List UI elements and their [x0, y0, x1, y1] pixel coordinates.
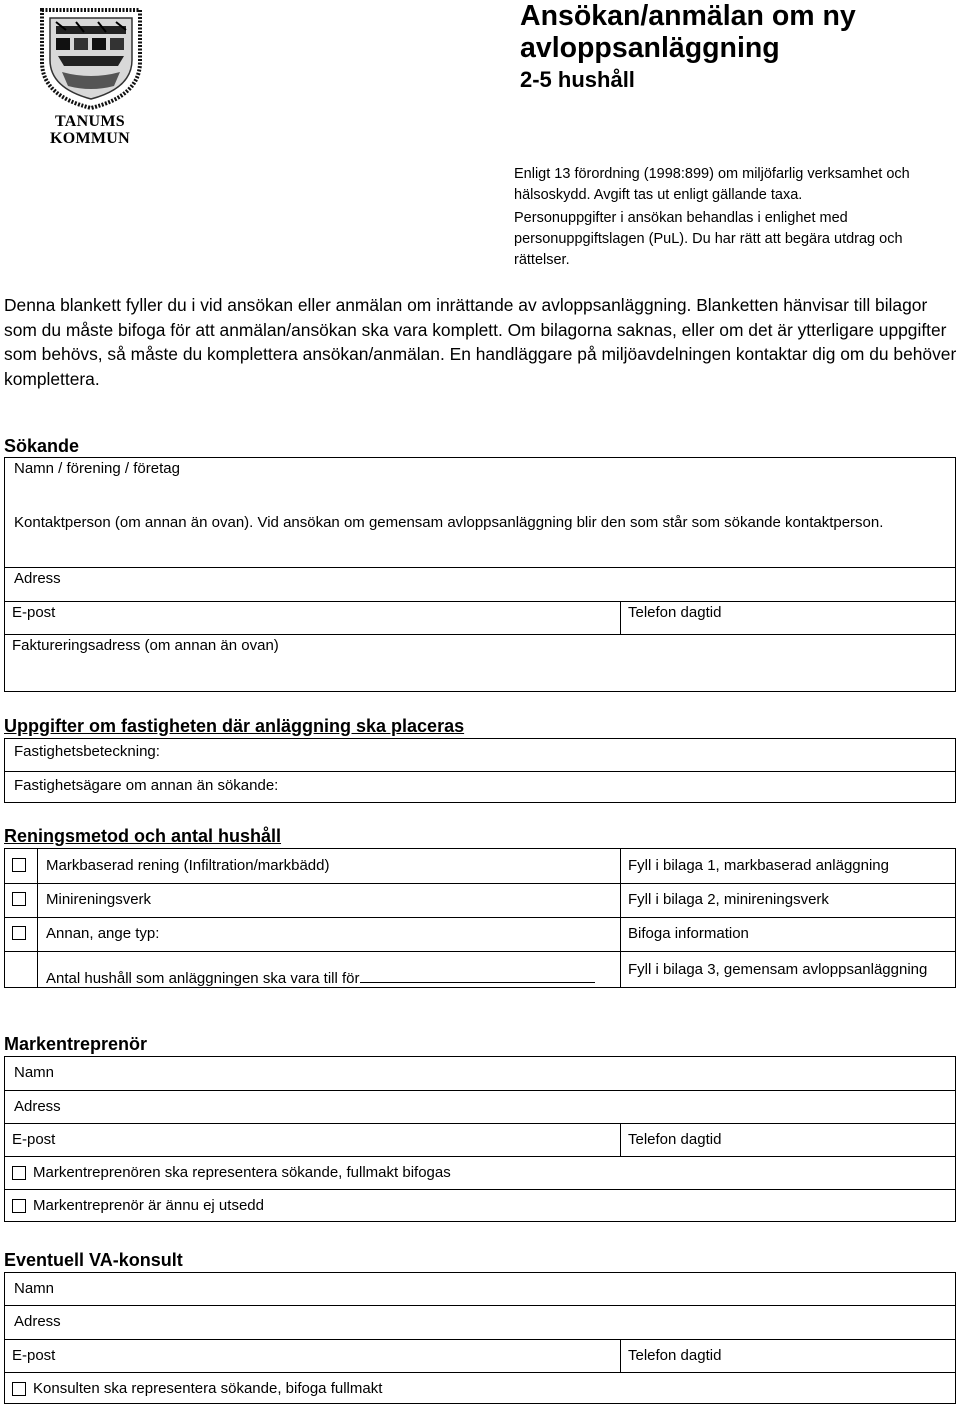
divider — [4, 601, 956, 602]
divider — [620, 601, 621, 634]
billing-address-field[interactable]: Faktureringsadress (om annan än ovan) — [12, 637, 279, 654]
divider — [4, 1189, 956, 1190]
sokande-box — [4, 457, 956, 692]
households-note: Fyll i bilaga 3, gemensam avloppsanläggning — [628, 961, 928, 978]
legal-notice — [514, 164, 954, 273]
contractor-represents-label: Markentreprenören ska representera sökande, fullmakt bifogas — [33, 1164, 451, 1181]
applicant-email-field[interactable]: E-post — [12, 604, 56, 621]
consultant-address-field[interactable]: Adress — [14, 1313, 61, 1330]
contractor-email-field[interactable]: E-post — [12, 1131, 56, 1148]
divider — [4, 771, 956, 772]
method-markbaserad-note: Fyll i bilaga 1, markbaserad anläggning — [628, 857, 889, 874]
section-heading-rening: Reningsmetod och antal hushåll — [4, 826, 282, 846]
section-heading-sokande: Sökande — [4, 436, 80, 456]
applicant-address-field[interactable]: Adress — [14, 570, 61, 587]
legal-notice-fee: Enligt 13 förordning (1998:899) om miljöfarlig verksamhet och hälsoskydd. Avgift tas ut enligt gällande taxa. — [514, 166, 910, 203]
divider — [4, 917, 956, 918]
consultant-represents-label: Konsulten ska representera sökande, bifoga fullmakt — [33, 1380, 383, 1397]
property-designation-field[interactable]: Fastighetsbeteckning: — [14, 743, 160, 760]
method-annan-label[interactable]: Annan, ange typ: — [46, 925, 160, 942]
divider — [4, 1090, 956, 1091]
contractor-phone-field[interactable]: Telefon dagtid — [628, 1131, 722, 1148]
method-annan-note: Bifoga information — [628, 925, 749, 942]
contractor-represents-checkbox[interactable] — [12, 1166, 26, 1180]
method-minireningsverk-label: Minireningsverk — [46, 891, 152, 908]
section-heading-konsult: Eventuell VA-konsult — [4, 1250, 183, 1270]
households-input-line[interactable] — [360, 970, 595, 983]
divider — [4, 567, 956, 568]
divider — [4, 1156, 956, 1157]
contractor-address-field[interactable]: Adress — [14, 1098, 61, 1115]
municipality-name — [30, 113, 150, 147]
divider — [620, 1123, 621, 1156]
municipality-name-line1: TANUMS — [55, 113, 125, 130]
section-heading-entreprenor: Markentreprenör — [4, 1034, 148, 1054]
method-annan-checkbox[interactable] — [12, 926, 26, 940]
divider — [37, 848, 38, 988]
municipality-name-line2: KOMMUN — [49, 130, 130, 147]
contractor-not-appointed-checkbox[interactable] — [12, 1199, 26, 1213]
consultant-name-field[interactable]: Namn — [14, 1280, 55, 1297]
households-field[interactable] — [46, 970, 595, 987]
divider — [4, 1123, 956, 1124]
divider — [4, 883, 956, 884]
applicant-phone-field[interactable]: Telefon dagtid — [628, 604, 722, 621]
consultant-email-field[interactable]: E-post — [12, 1347, 56, 1364]
form-title: Ansökan/anmälan om ny avloppsanläggning — [520, 0, 856, 64]
form-subtitle: 2-5 hushåll — [520, 67, 635, 92]
method-markbaserad-checkbox[interactable] — [12, 858, 26, 872]
property-owner-field[interactable]: Fastighetsägare om annan än sökande: — [14, 777, 279, 794]
method-minireningsverk-checkbox[interactable] — [12, 892, 26, 906]
intro-text: Denna blankett fyller du i vid ansökan eller anmälan om inrättande av avloppsanläggning. Blanketten hänvisar till bilagor som du måste bifoga för att anmälan/ansökan ska vara komplett. Om bilagorna saknas, eller om det är ytterligare uppgifter som behövs, så måste du komplettera ansökan/anmälan. En handläggare på miljöavdelningen kontaktar dig om du behöver komplettera. — [4, 295, 957, 389]
divider — [4, 1305, 956, 1306]
divider — [4, 1339, 956, 1340]
applicant-name-field[interactable]: Namn / förening / företag — [14, 460, 180, 477]
divider — [620, 1339, 621, 1372]
divider — [4, 1372, 956, 1373]
divider — [4, 951, 956, 952]
method-markbaserad-label: Markbaserad rening (Infiltration/markbädd) — [46, 857, 330, 874]
divider — [4, 634, 956, 635]
divider — [620, 848, 621, 988]
contractor-name-field[interactable]: Namn — [14, 1064, 55, 1081]
method-minireningsverk-note: Fyll i bilaga 2, minireningsverk — [628, 891, 829, 908]
consultant-represents-checkbox[interactable] — [12, 1382, 26, 1396]
legal-notice-privacy: Personuppgifter i ansökan behandlas i enlighet med personuppgiftslagen (PuL). Du har rätt att begära utdrag och rättelser. — [514, 210, 903, 268]
section-heading-fastighet: Uppgifter om fastigheten där anläggning ska placeras — [4, 716, 465, 736]
contractor-not-appointed-label: Markentreprenör är ännu ej utsedd — [33, 1197, 264, 1214]
consultant-phone-field[interactable]: Telefon dagtid — [628, 1347, 722, 1364]
households-label: Antal hushåll som anläggningen ska vara till för — [46, 970, 360, 987]
contact-person-field[interactable]: Kontaktperson (om annan än ovan). Vid ansökan om gemensam avloppsanläggning blir den som står som sökande kontaktperson. — [14, 514, 884, 531]
